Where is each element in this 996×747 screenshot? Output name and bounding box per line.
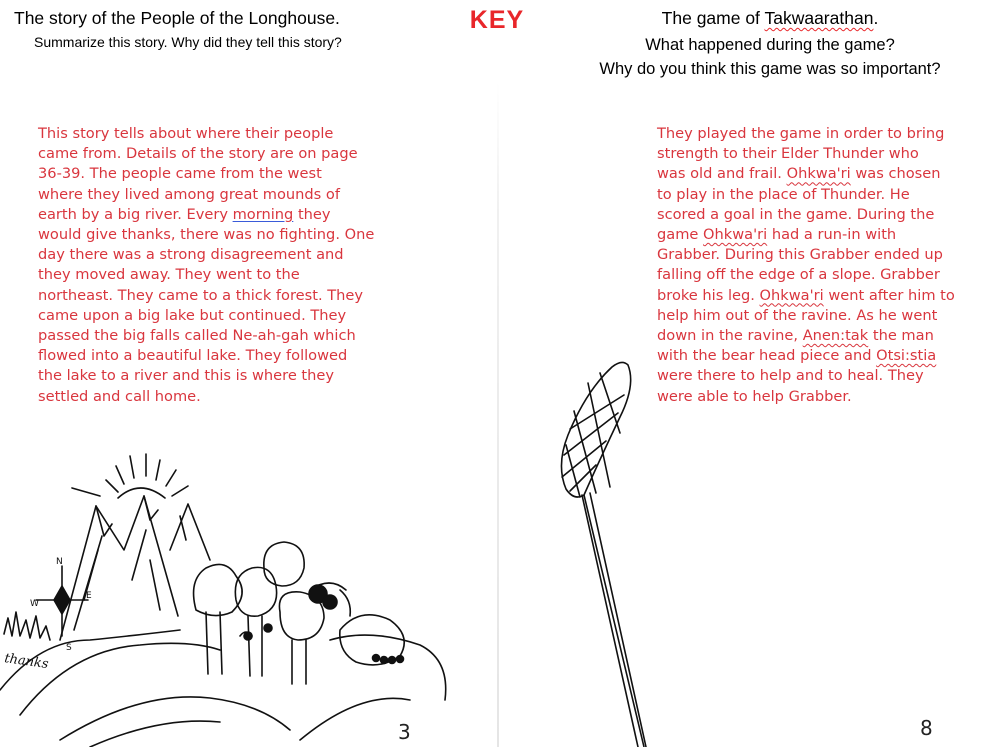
- answer-line: scored a goal in the game. During the: [657, 205, 935, 223]
- sun-icon: [72, 454, 188, 498]
- answer-line: were able to help Grabber.: [657, 387, 852, 405]
- right-title-game-name: Takwaarathan: [764, 8, 874, 28]
- left-answer-text: [38, 124, 383, 407]
- left-page-title: The story of the People of the Longhouse.: [14, 8, 340, 28]
- right-title-suffix: .: [873, 8, 879, 28]
- right-page-title: [560, 8, 980, 29]
- answer-line: [38, 205, 383, 225]
- answer-line: came upon a big lake but continued. They: [38, 306, 347, 324]
- right-title-prefix: The game of: [661, 8, 765, 28]
- compass-east-label: E: [86, 591, 92, 601]
- answer-line: would give thanks, there was no fighting. One: [38, 226, 375, 244]
- answer-line: They played the game in order to bring: [657, 125, 945, 142]
- left-page-question: Summarize this story. Why did they tell this story?: [34, 34, 342, 50]
- name-ohkwari: Ohkwa'ri: [786, 165, 851, 183]
- answer-key-label: KEY: [469, 6, 525, 34]
- answer-line: northeast. They came to a thick forest. They: [38, 286, 364, 304]
- compass-south-label: S: [66, 643, 72, 653]
- answer-segment: was chosen: [850, 165, 941, 183]
- answer-line: were there to help and to heal. They: [657, 367, 924, 385]
- answer-line: passed the big falls called Ne-ah-gah which: [38, 327, 356, 345]
- lacrosse-stick-illustration: [540, 355, 660, 747]
- left-illustration: [0, 440, 480, 747]
- answer-segment: game: [657, 226, 704, 244]
- answer-line: [657, 326, 957, 346]
- answer-line: they moved away. They went to the: [38, 266, 300, 284]
- right-page-question-2: Why do you think this game was so important?: [599, 60, 941, 78]
- underlined-word: morning: [232, 205, 294, 223]
- answer-line: day there was a strong disagreement and: [38, 246, 344, 264]
- answer-segment: was old and frail.: [657, 165, 787, 183]
- answer-line: [657, 346, 957, 366]
- name-ohkwari: Ohkwa'ri: [759, 286, 824, 304]
- answer-line-start: earth by a big river. Every: [38, 205, 233, 223]
- name-anentak: Anen:tak: [802, 327, 869, 345]
- name-otsistia: Otsi:stia: [876, 347, 937, 365]
- page-number-left: 3: [398, 720, 411, 744]
- answer-segment: the man: [868, 327, 934, 345]
- name-ohkwari: Ohkwa'ri: [703, 226, 768, 244]
- answer-line: where they lived among great mounds of: [38, 185, 340, 203]
- answer-line: falling off the edge of a slope. Grabber: [657, 266, 940, 284]
- compass-icon: [36, 566, 88, 636]
- answer-segment: broke his leg.: [657, 286, 760, 304]
- answer-line: [657, 225, 957, 245]
- right-answer-text: [657, 124, 957, 407]
- lacrosse-stick-icon: [561, 362, 646, 747]
- page-number-right: 8: [920, 716, 933, 740]
- answer-line: 36-39. The people came from the west: [38, 165, 322, 183]
- mountains-icon: [60, 496, 210, 640]
- answer-line: help him out of the ravine. As he went: [657, 306, 938, 324]
- answer-line-end: they: [293, 205, 331, 223]
- grass-icon: [4, 612, 50, 640]
- answer-segment: down in the ravine,: [657, 327, 803, 345]
- compass-north-label: N: [56, 557, 63, 567]
- answer-line: to play in the place of Thunder. He: [657, 185, 910, 203]
- answer-line: [657, 286, 957, 306]
- answer-line: flowed into a beautiful lake. They followed: [38, 347, 348, 365]
- handwritten-thanks: thanks: [3, 651, 50, 673]
- answer-line: Grabber. During this Grabber ended up: [657, 246, 943, 264]
- answer-line: settled and call home.: [38, 387, 201, 405]
- right-page-question-1: What happened during the game?: [645, 36, 895, 54]
- answer-segment: with the bear head piece and: [657, 347, 877, 365]
- answer-segment: had a run-in with: [767, 226, 897, 244]
- answer-segment: went after him to: [823, 286, 955, 304]
- answer-line: This story tells about where their people: [38, 125, 334, 142]
- compass-west-label: W: [30, 599, 39, 609]
- answer-line: the lake to a river and this is where they: [38, 367, 335, 385]
- answer-line: came from. Details of the story are on page: [38, 145, 358, 163]
- page-divider: [497, 80, 499, 747]
- trees-icon: [194, 542, 405, 684]
- answer-line: strength to their Elder Thunder who: [657, 145, 919, 163]
- answer-line: [657, 164, 957, 184]
